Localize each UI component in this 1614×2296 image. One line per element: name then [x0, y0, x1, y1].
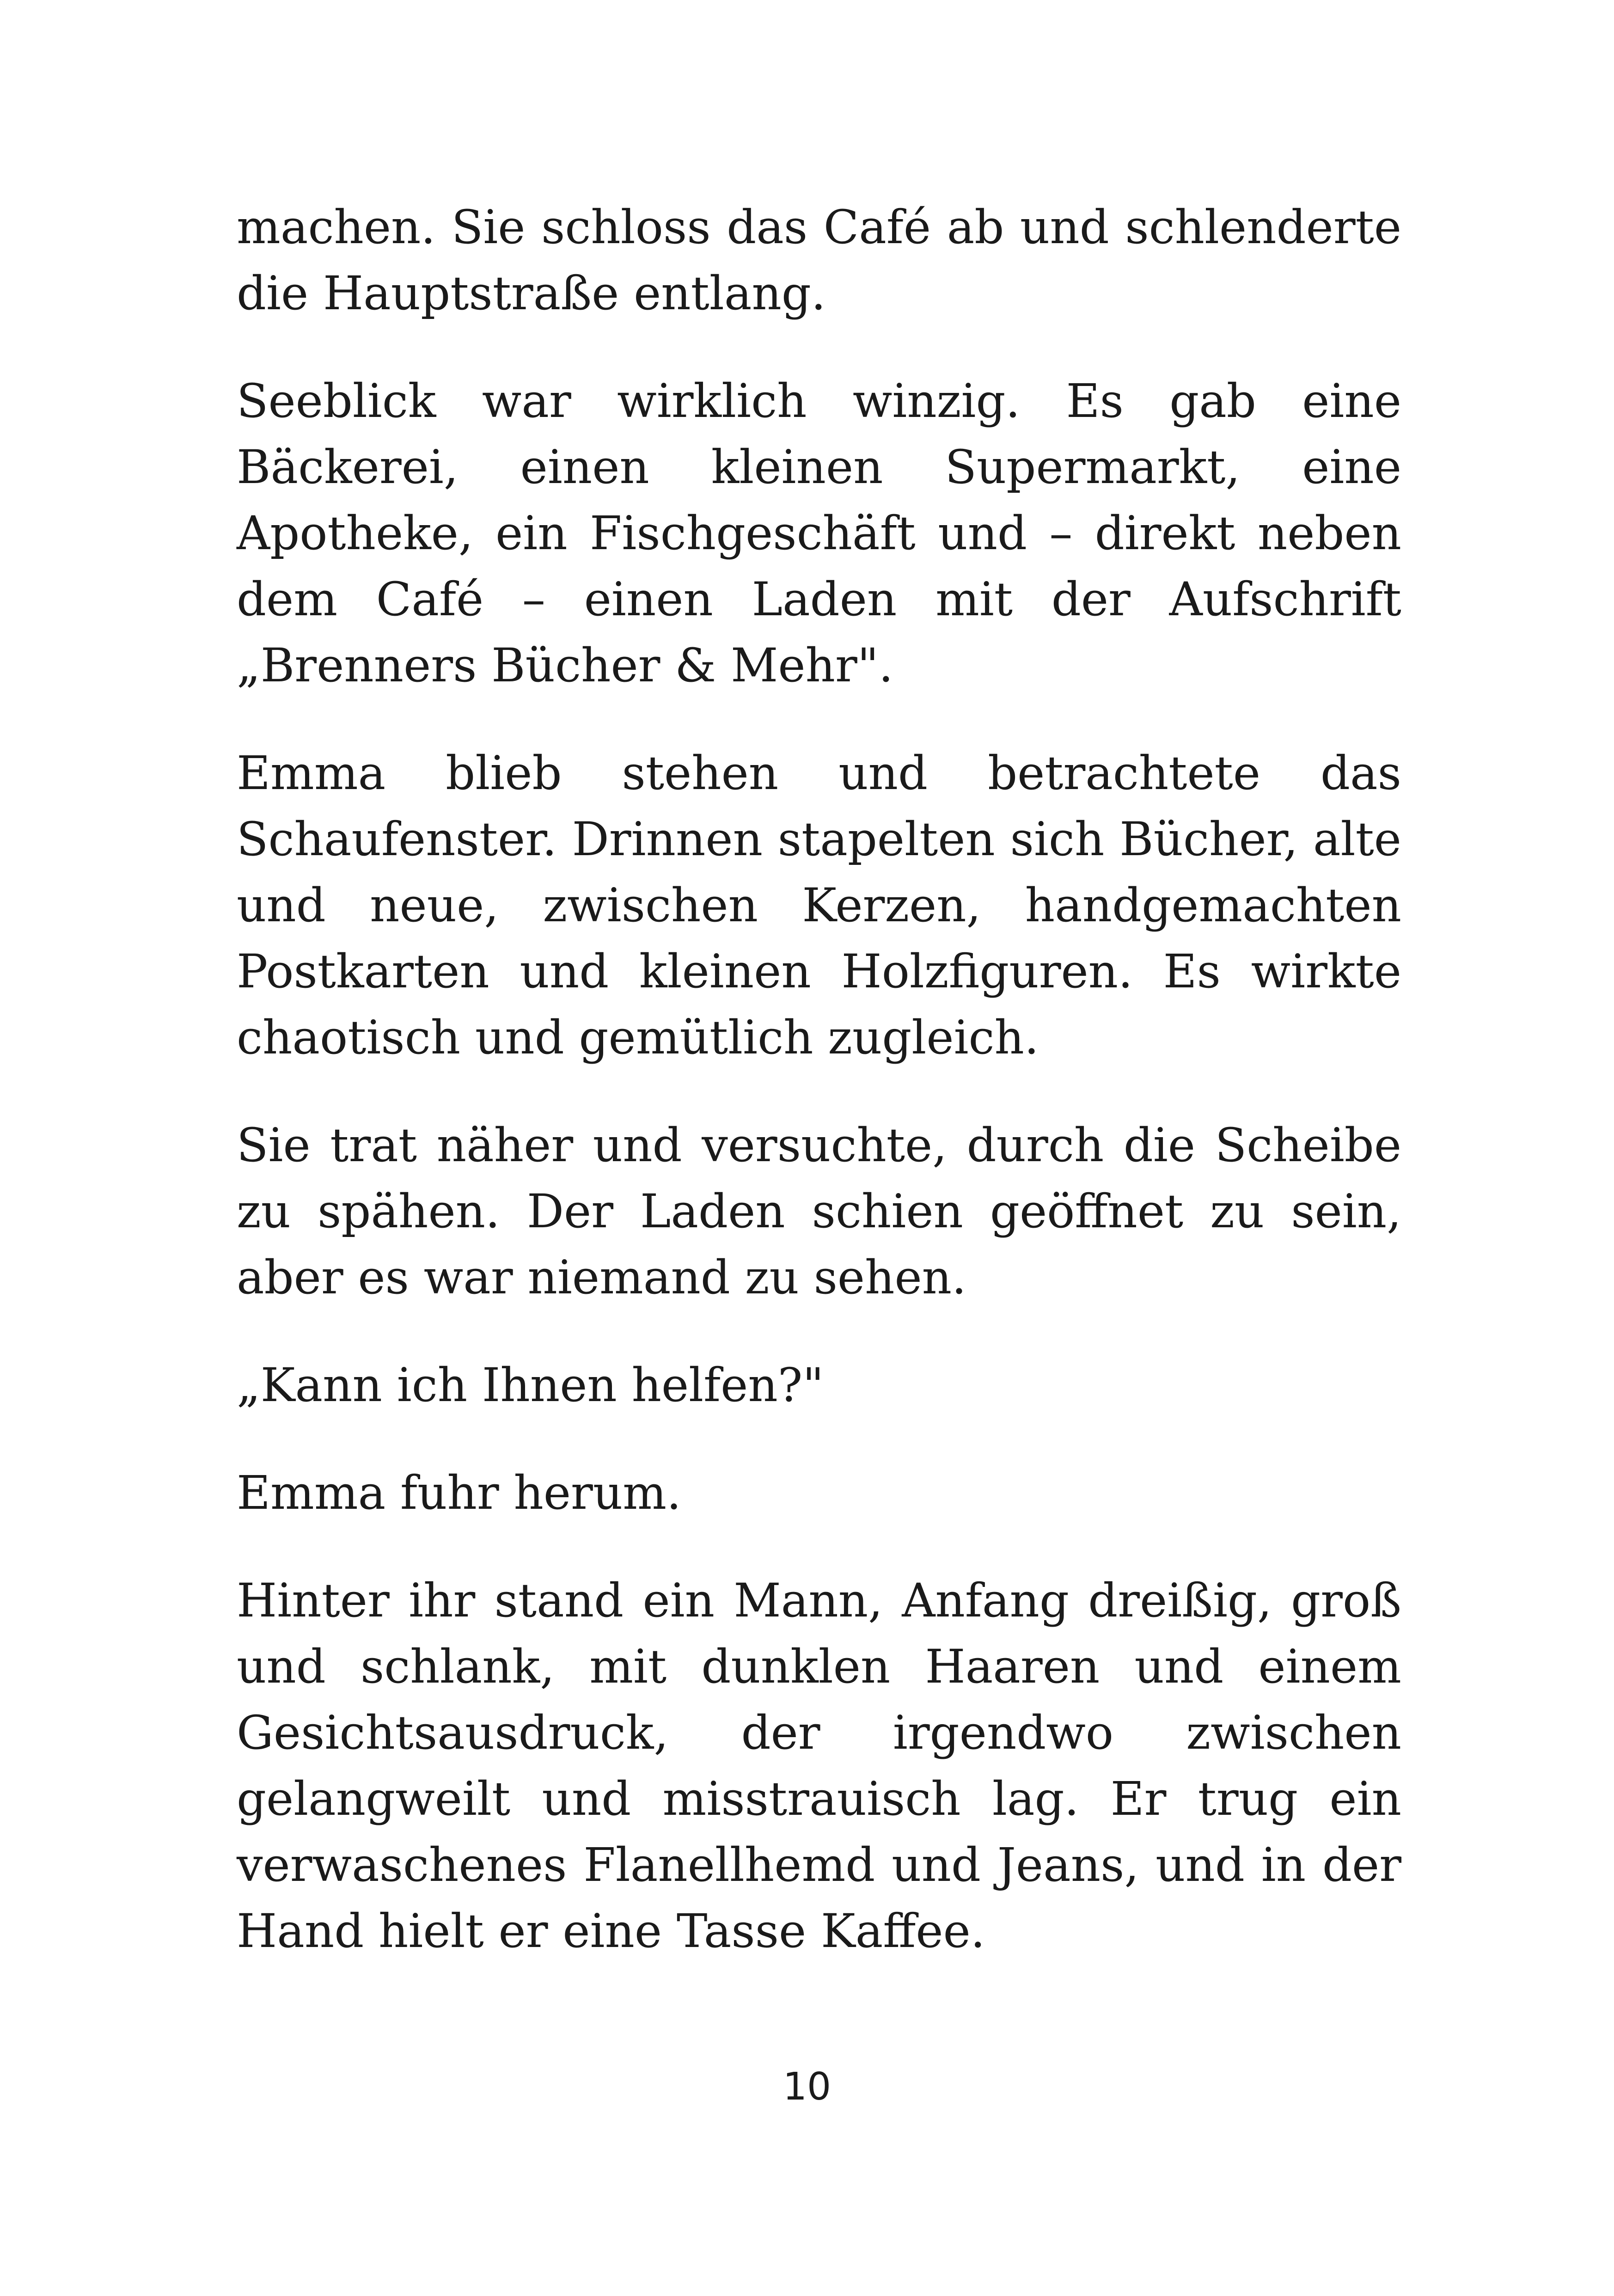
paragraph-6: Emma fuhr herum.: [237, 1466, 681, 1520]
paragraph-2: Seeblick war wirklich winzig. Es gab eine Bäckerei, einen kleinen Supermarkt, eine Apotheke, ein Fischgeschäft und – direkt neben dem Café – einen Laden mit der Aufschrift „Brenners Bücher & Mehr".: [237, 374, 1401, 692]
body-text: [237, 194, 1401, 2006]
paragraph-1: machen. Sie schloss das Café ab und schlenderte die Hauptstraße entlang.: [237, 200, 1401, 320]
paragraph-5: „Kann ich Ihnen helfen?": [237, 1358, 824, 1412]
page-number: 10: [783, 2065, 831, 2109]
paragraph-4: Sie trat näher und versuchte, durch die Scheibe zu spähen. Der Laden schien geöffnet zu sein, aber es war niemand zu sehen.: [237, 1118, 1401, 1304]
paragraph-3: Emma blieb stehen und betrachtete das Schaufenster. Drinnen stapelten sich Bücher, alte und neue, zwischen Kerzen, handgemachten Postkarten und kleinen Holzfiguren. Es wirkte chaotisch und gemütlich zugleich.: [237, 746, 1401, 1065]
paragraph-7: Hinter ihr stand ein Mann, Anfang dreißig, groß und schlank, mit dunklen Haaren und einem Gesichtsausdruck, der irgendwo zwischen gelangweilt und misstrauisch lag. Er trug ein verwaschenes Flanellhemd und Jeans, und in der Hand hielt er eine Tasse Kaffee.: [237, 1574, 1401, 1958]
